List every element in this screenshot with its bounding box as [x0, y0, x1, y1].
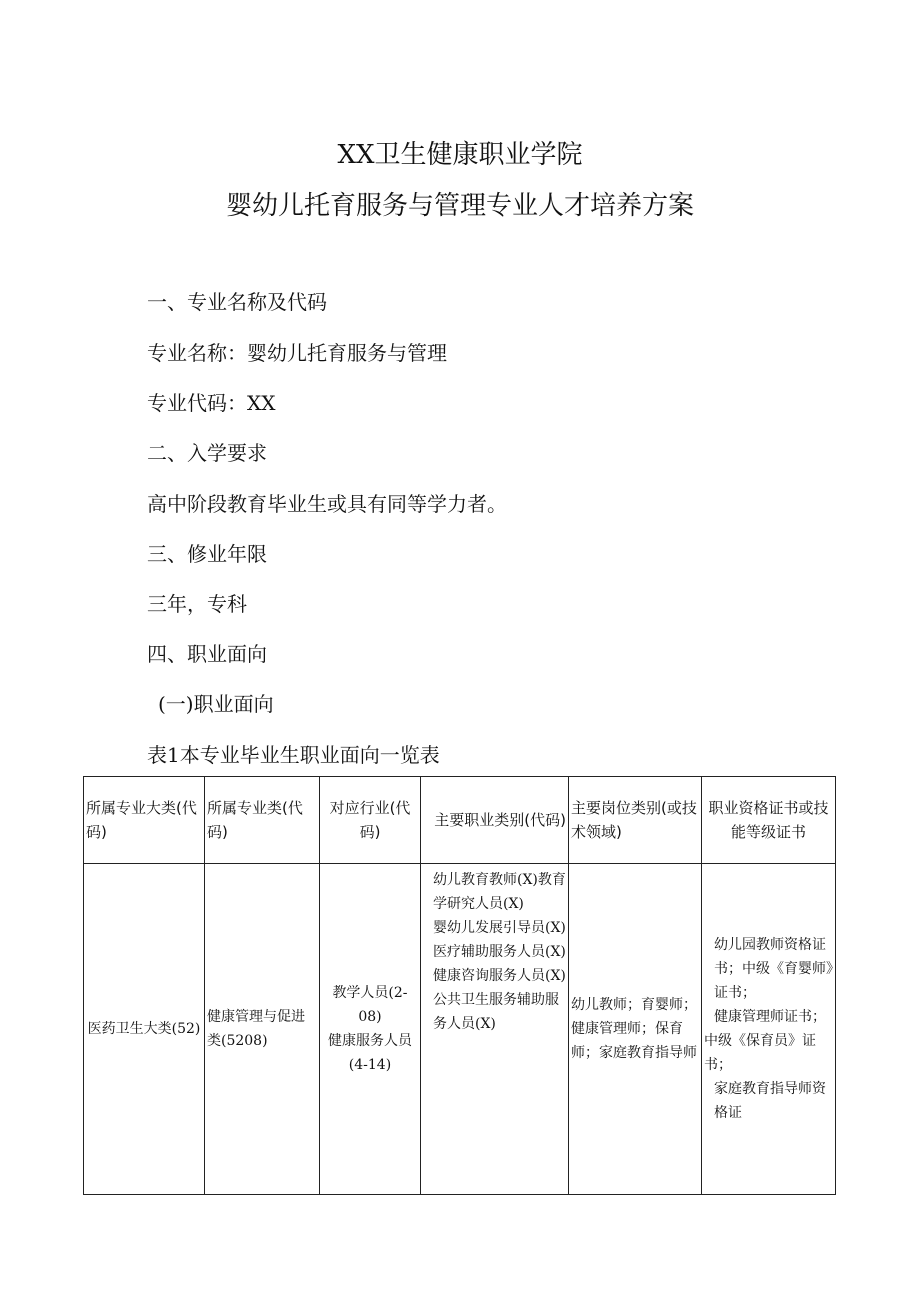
table-row: [84, 864, 836, 1195]
document-title: XX卫生健康职业学院: [337, 140, 583, 170]
industry-health-service: 健康服务人员: [328, 1033, 412, 1049]
certificate-item: 中级《保育员》证书；: [704, 1033, 816, 1073]
section-2-heading: 二、入学要求: [147, 441, 267, 465]
table-caption: 表1本专业毕业生职业面向一览表: [147, 743, 440, 767]
header-post-types: 主要岗位类别(或技术领域): [569, 777, 702, 864]
job-type-item: 公共卫生服务辅助服务人员(X): [433, 992, 559, 1032]
job-type-item: 医疗辅助服务人员(X): [433, 944, 566, 960]
certificate-item: 幼儿园教师资格证书；中级《育婴师》证书；: [714, 937, 833, 1001]
header-job-types: 主要职业类别(代码): [421, 777, 569, 864]
section-4-subheading: (一)职业面向: [158, 692, 274, 716]
cell-category: 医药卫生大类(52): [84, 864, 205, 1195]
section-1-heading: 一、专业名称及代码: [147, 290, 327, 314]
header-category: 所属专业大类(代码): [84, 777, 205, 864]
job-type-item: 健康咨询服务人员(X): [433, 968, 566, 984]
job-type-item: 幼儿教育教师(X)教育学研究人员(X): [433, 872, 566, 912]
industry-teaching: 教学人员(2-08): [332, 985, 408, 1025]
header-industry: 对应行业(代码): [320, 777, 421, 864]
cell-certificates: [702, 864, 836, 1195]
major-name: 专业名称：婴幼儿托育服务与管理: [147, 341, 447, 365]
document-subtitle: 婴幼儿托育服务与管理专业人才培养方案: [225, 191, 694, 221]
study-duration: 三年，专科: [147, 592, 247, 616]
career-orientation-table: [83, 776, 836, 1195]
certificate-item: 家庭教育指导师资格证: [714, 1081, 826, 1121]
cell-subcategory: 健康管理与促进类(5208): [205, 864, 320, 1195]
cell-industry: [320, 864, 421, 1195]
job-type-item: 婴幼儿发展引导员(X): [433, 920, 566, 936]
section-3-heading: 三、修业年限: [147, 542, 267, 566]
admission-requirement: 高中阶段教育毕业生或具有同等学力者。: [147, 492, 507, 516]
header-subcategory: 所属专业类(代码): [205, 777, 320, 864]
industry-health-code: (4-14): [348, 1057, 392, 1073]
header-certificates: 职业资格证书或技能等级证书: [702, 777, 836, 864]
cell-job-types: [421, 864, 569, 1195]
cell-post-types: 幼儿教师；育婴师；健康管理师；保育师；家庭教育指导师: [569, 864, 702, 1195]
major-code: 专业代码：XX: [147, 391, 276, 415]
certificate-item: 健康管理师证书；: [714, 1009, 826, 1025]
section-4-heading: 四、职业面向: [147, 642, 267, 666]
table-header-row: [84, 777, 836, 864]
